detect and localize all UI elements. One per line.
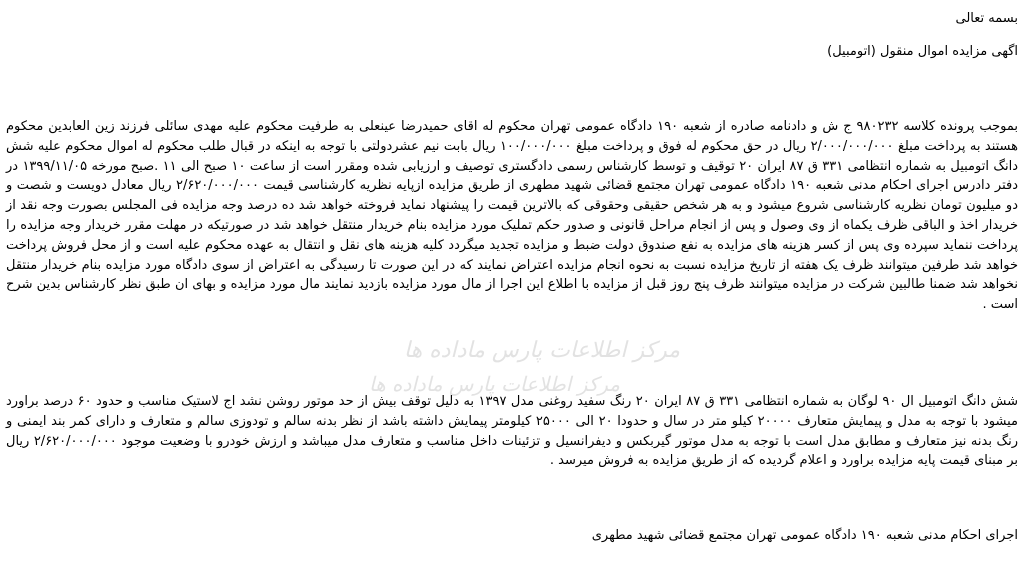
notice-title: اگهی مزایده اموال منقول (اتومبیل) <box>827 44 1018 59</box>
notice-body-paragraph: بموجب پرونده کلاسه ۹۸۰۲۳۲ ج ش و دادنامه صادره از شعبه ۱۹۰ دادگاه عمومی تهران محکوم له اقای حمیدرضا عینعلی به طرفیت محکوم علیه مهدی سائلی فرزند زین العابدین محکوم هستند به پرداخت مبلغ ۲/۰۰۰/۰۰۰/۰۰۰ ریال در حق محکوم له فوق و پرداخت مبلغ ۱۰۰/۰۰۰/۰۰۰ ریال بابت نیم عشردولتی با توجه به اینکه در قبال طلب محکوم له اموال محکوم علیه شش دانگ اتومبیل به شماره انتظامی ۳۳۱ ق ۸۷ ایران ۲۰ توقیف و توسط کارشناس رسمی دادگستری توصیف و ارزیابی شده ومقرر است از ساعت ۱۰ صبح الی ۱۱ .صبح مورخه ۱۳۹۹/۱۱/۰۵ در دفتر دادرس اجرای احکام مدنی شعبه ۱۹۰ دادگاه عمومی تهران مجتمع قضائی شهید مطهری از طریق مزایده ازپایه نظریه کارشناسی قیمت ۲/۶۲۰/۰۰۰/۰۰۰ ریال معادل دویست و شصت و دو میلیون تومان نظریه کارشناسی شروع میشود و به هر شخص حقیقی وحقوقی که بالاترین قیمت را پیشنهاد نماید فروخته خواهد شد ده درصد وجه مزایده فی المجلس بصورت وجه نقد از خریدار اخذ و الباقی ظرف یکماه از وی وصول و پس از انجام مراحل قانونی و صدور حکم تملیک مورد مزایده بنام خریدار منتقل خواهد شد در صورتیکه در مهلت مقرر خریدار وجه مزایده را پرداخت ننماید سپرده وی پس از کسر هزینه های مزایده به نفع صندوق دولت ضبط و مزایده تجدید میگردد کلیه هزینه های نقل و انتقال به عهده محکوم علیه است و از محل فروش پرداخت خواهد شد طرفین میتوانند ظرف یک هفته از تاریخ مزایده نسبت به نحوه انجام مزایده اعتراض نمایند که در این صورت تا رسیدگی به اعتراض از سوی دادگاه مورد مزایده بنام خریدار منتقل نخواهد شد ضمنا طالبین شرکت در مزایده میتوانند ظرف پنج روز قبل از مزایده با اطلاع این اجرا از مال مورد مزایده بازدید نمایند مال مورد مزایده و بهای ان طبق نظر کارشناس بدین شرح است . <box>6 119 1018 313</box>
watermark <box>250 338 690 398</box>
bismillah-heading: بسمه تعالی <box>955 11 1018 26</box>
watermark-line: مرکز اطلاعات پارس ماداده ها <box>368 372 620 396</box>
watermark-line: مرکز اطلاعات پارس ماداده ها <box>403 338 680 363</box>
vehicle-description-paragraph: شش دانگ اتومبیل ال ۹۰ لوگان به شماره انتظامی ۳۳۱ ق ۸۷ ایران ۲۰ رنگ سفید روغنی مدل ۱۳۹۷ به دلیل توقف بیش از حد موتور روشن نشد اج لاستیک مناسب و حدود ۶۰ درصد براورد میشود با توجه به مدل و پیمایش متعارف ۲۰۰۰۰ کیلو متر در سال و حدودا ۲۰ الی ۲۵۰۰۰ کیلومتر پیمایش داشته باشد از نظر بدنه سالم و تودوزی سالم و متعارف و دارای کمر بند ایمنی و رنگ بدنه نیز متعارف و مطابق مدل است با توجه به مدل موتور گیربکس و دیفرانسیل و تزئینات داخل مناسب و متعارف مدل میباشد و ارزش خودرو با وضعیت موجود ۲/۶۲۰/۰۰۰/۰۰۰ ریال بر مبنای قیمت پایه مزایده براورد و اعلام گردیده که از طریق مزایده به فروش میرسد . <box>6 394 1018 469</box>
issuing-office-signature: اجرای احکام مدنی شعبه ۱۹۰ دادگاه عمومی تهران مجتمع قضائی شهید مطهری <box>591 528 1018 543</box>
